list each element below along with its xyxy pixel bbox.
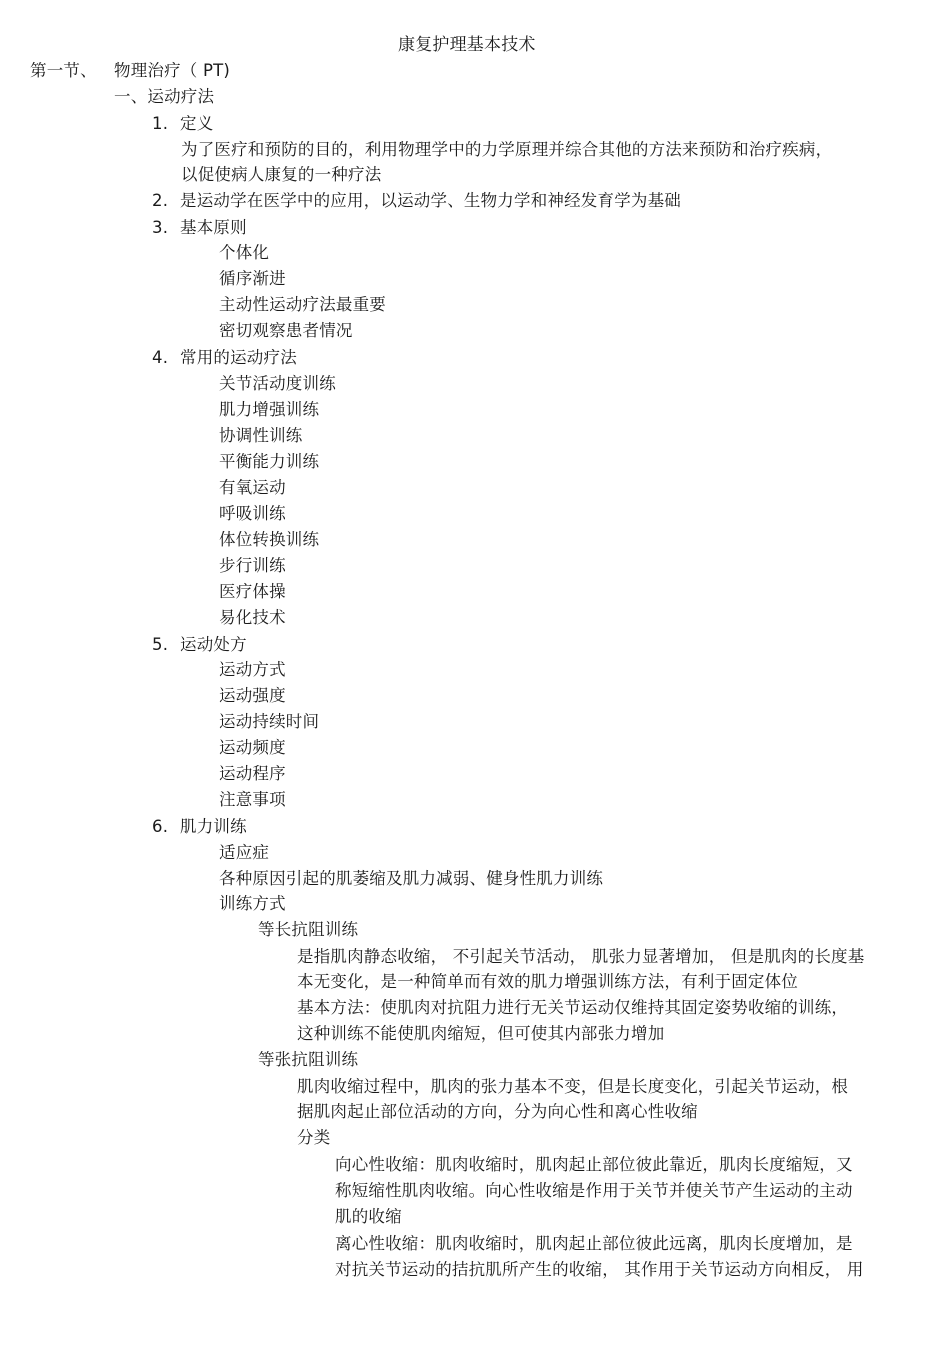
definition-line: 为了医疗和预防的目的，利用物理学中的力学原理并综合其他的方法来预防和治疗疾病，: [181, 140, 833, 159]
concentric-line: 向心性收缩：肌肉收缩时，肌肉起止部位彼此靠近，肌肉长度缩短，又: [335, 1155, 853, 1174]
list-item: 密切观察患者情况: [219, 321, 353, 340]
concentric-line: 称短缩性肌肉收缩。向心性收缩是作用于关节并使关节产生运动的主动: [335, 1181, 853, 1200]
definition-line: 以促使病人康复的一种疗法: [181, 165, 382, 184]
list-item: 医疗体操: [219, 582, 286, 601]
list-item: 关节活动度训练: [219, 374, 336, 393]
section-label: 第一节、: [30, 61, 97, 80]
item-heading-text: 基本原则: [180, 218, 247, 237]
page-title: 康复护理基本技术: [398, 35, 536, 55]
list-item: 运动强度: [219, 686, 286, 705]
item-2-heading: [152, 190, 681, 212]
list-item: 易化技术: [219, 608, 286, 627]
section-name: 物理治疗（ PT): [114, 61, 231, 80]
list-item: 步行训练: [219, 556, 286, 575]
item-5-heading: [152, 634, 247, 656]
list-item: 注意事项: [219, 790, 286, 809]
item-3-heading: [152, 217, 247, 239]
item-heading-text: 常用的运动疗法: [180, 348, 297, 367]
list-item: 平衡能力训练: [219, 452, 320, 471]
item-heading-text: 定义: [180, 114, 214, 133]
isometric-basic-line: 这种训练不能使肌肉缩短，但可使其内部张力增加: [297, 1024, 665, 1043]
item-number: 4.: [152, 348, 169, 367]
list-item: 循序渐进: [219, 269, 286, 288]
item-heading-text: 运动处方: [180, 635, 247, 654]
isometric-desc-line: 是指肌肉静态收缩， 不引起关节活动， 肌张力显著增加， 但是肌肉的长度基: [297, 947, 865, 966]
item-number: 3.: [152, 218, 169, 237]
list-item: 运动频度: [219, 738, 286, 757]
list-item: 运动方式: [219, 660, 286, 679]
list-item: 肌力增强训练: [219, 400, 320, 419]
list-item: 运动程序: [219, 764, 286, 783]
item-number: 1.: [152, 114, 169, 133]
subsection-heading: 一、运动疗法: [114, 87, 215, 106]
eccentric-line: 离心性收缩：肌肉收缩时，肌肉起止部位彼此远离，肌肉长度增加，是: [335, 1234, 853, 1253]
eccentric-line: 对抗关节运动的拮抗肌所产生的收缩， 其作用于关节运动方向相反， 用: [335, 1260, 864, 1279]
isotonic-desc-line: 肌肉收缩过程中，肌肉的张力基本不变，但是长度变化，引起关节运动，根: [297, 1077, 849, 1096]
isometric-label: 等长抗阻训练: [258, 920, 359, 939]
isotonic-label: 等张抗阻训练: [258, 1050, 359, 1069]
item-number: 6.: [152, 817, 169, 836]
item-number: 2.: [152, 191, 169, 210]
concentric-line: 肌的收缩: [335, 1207, 402, 1226]
list-item: 协调性训练: [219, 426, 303, 445]
isometric-basic-line: 基本方法：使肌肉对抗阻力进行无关节运动仅维持其固定姿势收缩的训练，: [297, 998, 849, 1017]
item-heading-text: 肌力训练: [180, 817, 247, 836]
isotonic-desc-line: 据肌肉起止部位活动的方向，分为向心性和离心性收缩: [297, 1102, 698, 1121]
list-item: 运动持续时间: [219, 712, 320, 731]
item-heading-text: 是运动学在医学中的应用，以运动学、生物力学和神经发育学为基础: [180, 191, 681, 210]
list-item: 个体化: [219, 243, 270, 262]
isometric-desc-line: 本无变化，是一种简单而有效的肌力增强训练方法，有利于固定体位: [297, 972, 798, 991]
list-item: 体位转换训练: [219, 530, 320, 549]
list-item: 呼吸训练: [219, 504, 286, 523]
item-number: 5.: [152, 635, 169, 654]
list-item: 有氧运动: [219, 478, 286, 497]
item-1-heading: [152, 113, 213, 135]
item-4-heading: [152, 347, 297, 369]
item-6-heading: [152, 816, 247, 838]
list-item: 主动性运动疗法最重要: [219, 295, 386, 314]
indication-label: 适应症: [219, 843, 270, 862]
indication-text: 各种原因引起的肌萎缩及肌力减弱、健身性肌力训练: [219, 869, 604, 888]
classification-label: 分类: [297, 1128, 331, 1147]
method-label: 训练方式: [219, 894, 286, 913]
